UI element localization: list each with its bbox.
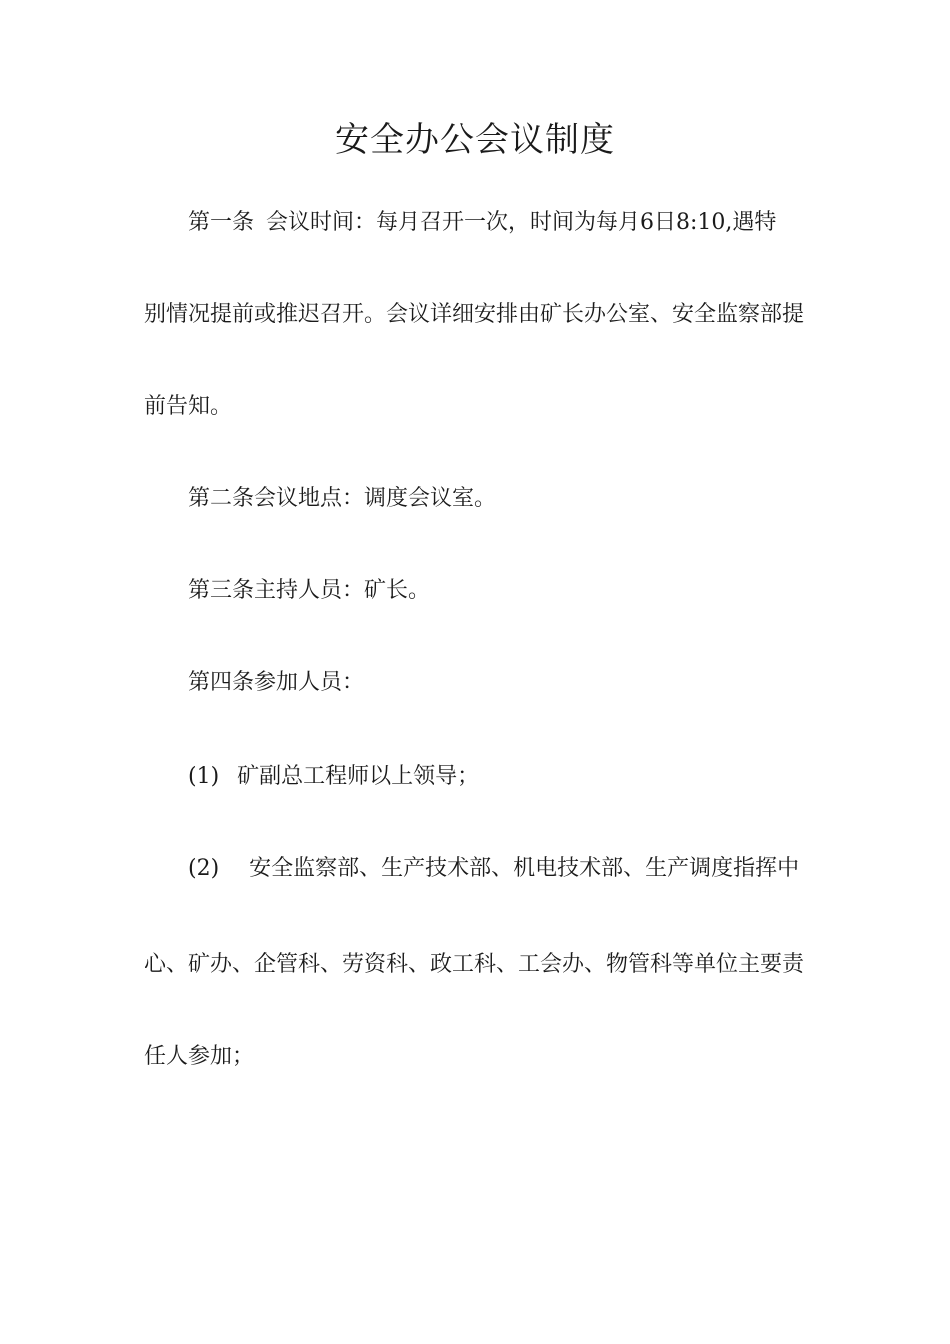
article-1-label: 第一条 bbox=[188, 210, 255, 235]
list-item-2-marker: (2) bbox=[188, 856, 220, 881]
list-item-2-text: 安全监察部、生产技术部、机电技术部、生产调度指挥中 bbox=[249, 856, 800, 881]
article-1-line-3: 前告知。 bbox=[144, 394, 233, 419]
article-1-text: 会议时间：每月召开一次，时间为每月6日8:10,遇特 bbox=[266, 210, 777, 235]
article-2: 第二条会议地点：调度会议室。 bbox=[188, 486, 497, 511]
list-item-2-line-1 bbox=[188, 854, 799, 884]
list-item-1 bbox=[188, 762, 479, 792]
list-item-1-text: 矿副总工程师以上领导； bbox=[237, 764, 480, 789]
article-3: 第三条主持人员：矿长。 bbox=[188, 578, 431, 603]
document-title: 安全办公会议制度 bbox=[335, 120, 615, 160]
article-4: 第四条参加人员： bbox=[188, 670, 365, 695]
list-item-2-line-3: 任人参加； bbox=[144, 1044, 255, 1069]
list-item-2-line-2: 心、矿办、企管科、劳资科、政工科、工会办、物管科等单位主要责 bbox=[144, 952, 805, 977]
article-1-line-1 bbox=[188, 208, 776, 238]
list-item-1-marker: (1) bbox=[188, 764, 220, 789]
article-1-line-2: 别情况提前或推迟召开。会议详细安排由矿长办公室、安全监察部提 bbox=[144, 302, 805, 327]
